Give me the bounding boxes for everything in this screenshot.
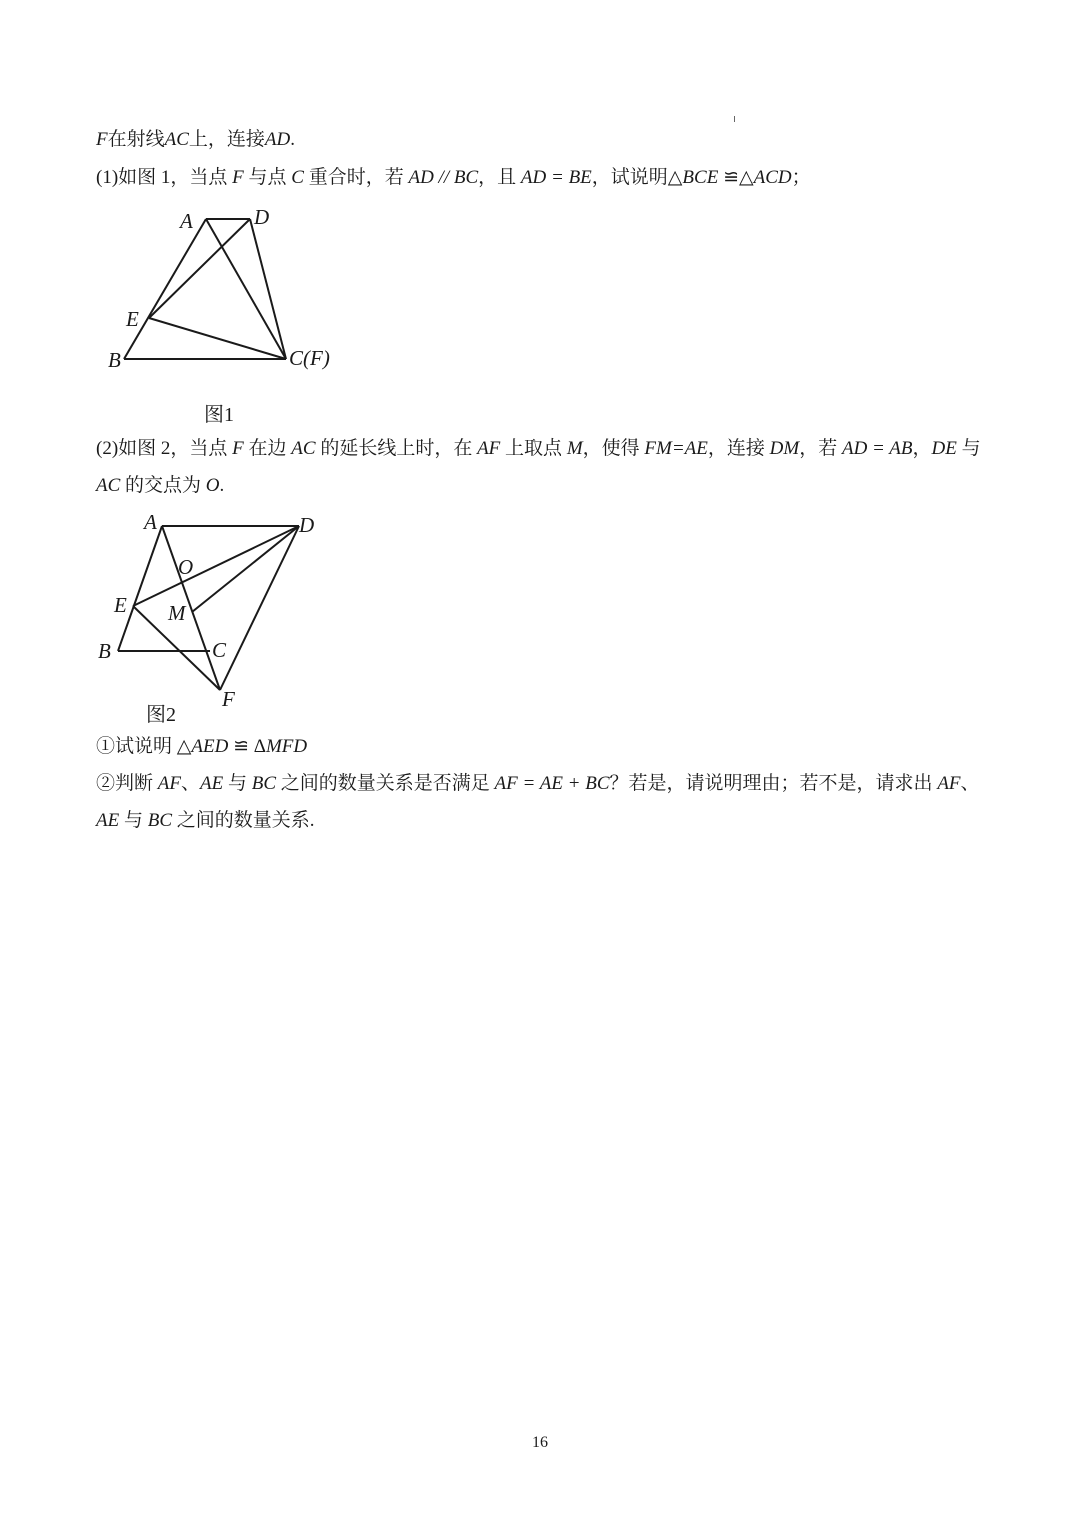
label-A: A (180, 209, 193, 233)
part2-statement-line1: (2)如图 2，当点 F 在边 AC 的延长线上时，在 AF 上取点 M，使得 FM=AE，连接 DM，若 AD = AB，DE 与 (96, 438, 981, 459)
part2-statement-line2: AC 的交点为 O. (96, 475, 225, 496)
label-D: D (299, 513, 315, 537)
figure-2-segments (118, 526, 299, 690)
figure-2-caption: 图2 (146, 704, 176, 726)
page-number: 16 (532, 1434, 548, 1451)
question-2-line1: ②判断 AF、AE 与 BC 之间的数量关系是否满足 AF = AE + BC？若是，请说明理由；若不是，请求出 AF、 (96, 773, 980, 794)
segment-DC (250, 219, 286, 359)
label-M: M (168, 601, 186, 625)
label-E: E (114, 593, 127, 617)
scan-mark (734, 116, 735, 122)
label-B: B (108, 348, 121, 372)
label-O: O (178, 555, 194, 579)
label-B: B (98, 639, 111, 663)
label-D: D (254, 205, 270, 229)
segment-BA (124, 219, 206, 359)
label-C: C (212, 638, 227, 662)
question-2-line2: AE 与 BC 之间的数量关系. (96, 810, 315, 831)
question-1: ①试说明 △AED ≌ ΔMFD (96, 736, 308, 757)
segment-AB (118, 526, 162, 651)
figure-2 (94, 508, 334, 713)
segment-DF (220, 526, 299, 690)
label-E: E (126, 307, 139, 331)
figure-1-caption: 图1 (204, 404, 234, 426)
part1-statement: (1)如图 1，当点 F 与点 C 重合时，若 AD // BC，且 AD = BE，试说明△BCE ≌△ACD； (96, 167, 811, 188)
label-CF: C(F) (289, 346, 330, 370)
label-A: A (144, 510, 157, 534)
figure-1-segments (124, 219, 286, 359)
problem-intro: F在射线AC上，连接AD. (96, 129, 295, 150)
figure-1 (100, 200, 360, 380)
label-F: F (222, 687, 235, 711)
